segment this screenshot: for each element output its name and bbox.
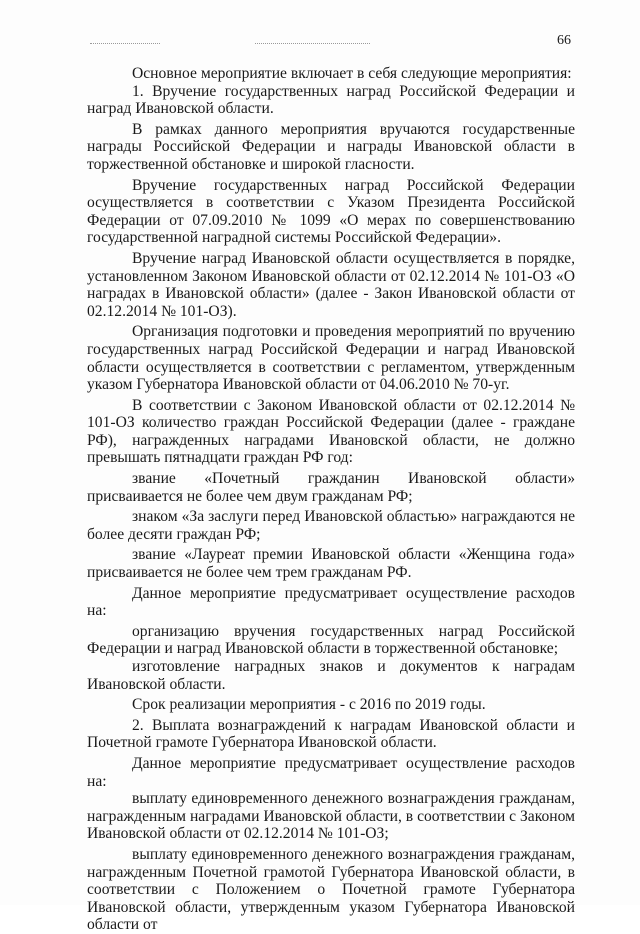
scan-artifact — [90, 43, 160, 45]
document-body — [87, 65, 575, 934]
paragraph: организацию вручения государственных наград Российской Федерации и наград Ивановской области в торжественной обстановке; — [87, 622, 575, 658]
paragraph: Организация подготовки и проведения мероприятий по вручению государственных наград Российской Федерации и наград Ивановской области осуществляется в соответствии с регламентом, утвержденным указом Губернатора Ивановской области от 04.06.2010 № 70-уг. — [87, 323, 575, 394]
paragraph: выплату единовременного денежного вознаграждения гражданам, награжденным Почетной грамотой Губернатора Ивановской области, в соответствии с Положением о Почетной грамоте Губернатора Ивановской области, утвержденным указом Губернатора Ивановской области от — [87, 845, 575, 934]
paragraph: Срок реализации мероприятия - с 2016 по 2019 годы. — [132, 696, 486, 714]
paragraph: 2. Выплата вознаграждений к наградам Ивановской области и Почетной грамоте Губернатора Ивановской области. — [87, 716, 575, 752]
scan-artifact — [255, 43, 370, 45]
paragraph: Вручение государственных наград Российской Федерации осуществляется в соответствии с Указом Президента Российской Федерации от 07.09.2010 № 1099 «О мерах по совершенствованию государственной наградной системы Российской Федерации». — [87, 176, 575, 247]
paragraph: изготовление наградных знаков и документов к наградам Ивановской области. — [87, 658, 575, 693]
paragraph: звание «Почетный гражданин Ивановской области» присваивается не более чем двум гражданам РФ; — [87, 470, 575, 505]
paragraph: выплату единовременного денежного вознаграждения гражданам, награжденным наградами Ивановской области, в соответствии с Законом Ивановской области от 02.12.2014 № 101-ОЗ; — [87, 790, 575, 843]
paragraph: звание «Лауреат премии Ивановской области «Женщина года» присваивается не более чем трем гражданам РФ. — [87, 546, 575, 582]
paragraph: В соответствии с Законом Ивановской области от 02.12.2014 № 101-ОЗ количество граждан Российской Федерации (далее - граждане РФ), награжденных наградами Ивановской области, не должно превышать пятнадцати граждан РФ год: — [87, 396, 575, 467]
page-number: 66 — [557, 33, 571, 48]
paragraph: 1. Вручение государственных наград Российской Федерации и наград Ивановской области. — [87, 82, 575, 118]
paragraph: Вручение наград Ивановской области осуществляется в порядке, установленном Законом Ивановской области от 02.12.2014 № 101-ОЗ «О наградах в Ивановской области» (далее - Закон Ивановской области от 02.12.2014 № 101-ОЗ). — [87, 249, 575, 320]
paragraph: Данное мероприятие предусматривает осуществление расходов на: — [87, 584, 575, 620]
paragraph: В рамках данного мероприятия вручаются государственные награды Российской Федерации и награды Ивановской области в торжественной обстановке и широкой гласности. — [87, 120, 575, 173]
paragraph: знаком «За заслуги перед Ивановской областью» награждаются не более десяти граждан РФ; — [87, 508, 575, 543]
paragraph: Основное мероприятие включает в себя следующие мероприятия: — [132, 65, 572, 82]
paragraph: Данное мероприятие предусматривает осуществление расходов на: — [87, 754, 575, 790]
